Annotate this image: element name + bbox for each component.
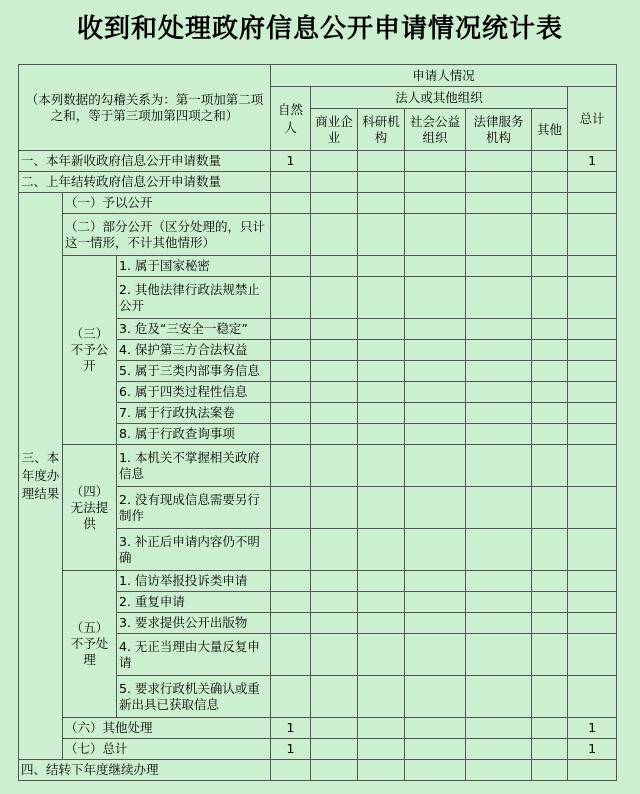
empty-cell	[311, 592, 358, 613]
empty-cell	[358, 676, 405, 718]
empty-cell	[358, 739, 405, 760]
empty-cell	[311, 172, 358, 193]
empty-cell	[466, 403, 532, 424]
empty-cell	[271, 445, 311, 487]
empty-cell	[358, 172, 405, 193]
empty-cell	[405, 529, 466, 571]
empty-cell	[405, 382, 466, 403]
empty-cell	[532, 571, 568, 592]
header-applicant: 申请人情况	[271, 65, 617, 87]
empty-cell	[405, 718, 466, 739]
empty-cell	[311, 193, 358, 214]
empty-cell	[271, 760, 311, 781]
empty-cell	[568, 487, 617, 529]
empty-cell	[405, 214, 466, 256]
empty-cell	[311, 613, 358, 634]
empty-cell	[568, 256, 617, 277]
empty-cell	[466, 445, 532, 487]
empty-cell	[405, 256, 466, 277]
empty-cell	[568, 571, 617, 592]
empty-cell	[271, 634, 311, 676]
empty-cell	[568, 277, 617, 319]
empty-cell	[358, 634, 405, 676]
empty-cell	[532, 760, 568, 781]
empty-cell	[532, 592, 568, 613]
empty-cell	[405, 613, 466, 634]
empty-cell	[532, 403, 568, 424]
empty-cell	[358, 340, 405, 361]
row-label: 一、本年新收政府信息公开申请数量	[19, 151, 271, 172]
empty-cell	[532, 151, 568, 172]
empty-cell	[311, 424, 358, 445]
row-label: 二、上年结转政府信息公开申请数量	[19, 172, 271, 193]
empty-cell	[405, 739, 466, 760]
empty-cell	[311, 571, 358, 592]
empty-cell	[271, 193, 311, 214]
empty-cell	[568, 529, 617, 571]
group-label: （四）无法提供	[63, 445, 117, 571]
empty-cell	[532, 718, 568, 739]
empty-cell	[466, 613, 532, 634]
empty-cell	[311, 676, 358, 718]
empty-cell	[311, 151, 358, 172]
empty-cell	[568, 193, 617, 214]
header-natural-person: 自然人	[271, 87, 311, 151]
empty-cell	[358, 151, 405, 172]
item-label: 4. 保护第三方合法权益	[117, 340, 271, 361]
empty-cell	[311, 760, 358, 781]
empty-cell	[311, 361, 358, 382]
item-label: 2. 其他法律行政法规禁止公开	[117, 277, 271, 319]
empty-cell	[271, 424, 311, 445]
empty-cell	[466, 361, 532, 382]
empty-cell	[532, 172, 568, 193]
empty-cell	[271, 256, 311, 277]
empty-cell	[405, 760, 466, 781]
header-research: 科研机构	[358, 109, 405, 151]
empty-cell	[532, 613, 568, 634]
empty-cell	[405, 319, 466, 340]
empty-cell	[405, 340, 466, 361]
empty-cell	[568, 214, 617, 256]
empty-cell	[358, 382, 405, 403]
group-label: （一）予以公开	[63, 193, 271, 214]
empty-cell	[358, 529, 405, 571]
empty-cell	[466, 340, 532, 361]
empty-cell	[358, 277, 405, 319]
empty-cell	[358, 718, 405, 739]
cell-total: 1	[568, 739, 617, 760]
empty-cell	[466, 634, 532, 676]
empty-cell	[311, 340, 358, 361]
empty-cell	[271, 340, 311, 361]
empty-cell	[358, 403, 405, 424]
item-label: 3. 危及“三安全一稳定”	[117, 319, 271, 340]
empty-cell	[311, 445, 358, 487]
empty-cell	[405, 571, 466, 592]
cell-total: 1	[568, 151, 617, 172]
empty-cell	[358, 445, 405, 487]
empty-cell	[311, 319, 358, 340]
section-label: 三、本年度办理结果	[19, 193, 63, 760]
group-label: （五）不予处理	[63, 571, 117, 718]
empty-cell	[466, 571, 532, 592]
empty-cell	[405, 424, 466, 445]
empty-cell	[532, 634, 568, 676]
empty-cell	[271, 529, 311, 571]
header-social: 社会公益组织	[405, 109, 466, 151]
header-business: 商业企业	[311, 109, 358, 151]
empty-cell	[405, 193, 466, 214]
empty-cell	[466, 382, 532, 403]
empty-cell	[532, 445, 568, 487]
empty-cell	[311, 739, 358, 760]
empty-cell	[405, 151, 466, 172]
empty-cell	[358, 592, 405, 613]
empty-cell	[358, 571, 405, 592]
empty-cell	[466, 319, 532, 340]
empty-cell	[568, 319, 617, 340]
empty-cell	[532, 340, 568, 361]
empty-cell	[358, 613, 405, 634]
empty-cell	[568, 403, 617, 424]
empty-cell	[532, 361, 568, 382]
header-other: 其他	[532, 109, 568, 151]
empty-cell	[405, 592, 466, 613]
empty-cell	[466, 676, 532, 718]
empty-cell	[311, 277, 358, 319]
empty-cell	[405, 445, 466, 487]
empty-cell	[466, 151, 532, 172]
empty-cell	[568, 592, 617, 613]
empty-cell	[466, 739, 532, 760]
empty-cell	[466, 277, 532, 319]
cell-natural: 1	[271, 151, 311, 172]
item-label: 1. 属于国家秘密	[117, 256, 271, 277]
empty-cell	[568, 634, 617, 676]
group-label: （七）总计	[63, 739, 271, 760]
empty-cell	[405, 487, 466, 529]
empty-cell	[311, 403, 358, 424]
empty-cell	[405, 361, 466, 382]
empty-cell	[466, 718, 532, 739]
empty-cell	[568, 340, 617, 361]
empty-cell	[358, 256, 405, 277]
empty-cell	[532, 193, 568, 214]
item-label: 1. 本机关不掌握相关政府信息	[117, 445, 271, 487]
empty-cell	[311, 718, 358, 739]
empty-cell	[405, 634, 466, 676]
item-label: 4. 无正当理由大量反复申请	[117, 634, 271, 676]
item-label: 2. 没有现成信息需要另行制作	[117, 487, 271, 529]
empty-cell	[405, 172, 466, 193]
empty-cell	[271, 319, 311, 340]
empty-cell	[271, 403, 311, 424]
item-label: 8. 属于行政查询事项	[117, 424, 271, 445]
header-note: （本列数据的勾稽关系为：第一项加第二项之和，等于第三项加第四项之和）	[19, 65, 271, 151]
cell-total: 1	[568, 718, 617, 739]
empty-cell	[466, 424, 532, 445]
empty-cell	[466, 529, 532, 571]
cell-natural: 1	[271, 718, 311, 739]
empty-cell	[405, 403, 466, 424]
empty-cell	[532, 319, 568, 340]
empty-cell	[358, 214, 405, 256]
group-label: （六）其他处理	[63, 718, 271, 739]
group-label: （三）不予公开	[63, 256, 117, 445]
empty-cell	[271, 487, 311, 529]
empty-cell	[568, 760, 617, 781]
empty-cell	[271, 214, 311, 256]
item-label: 3. 补正后申请内容仍不明确	[117, 529, 271, 571]
empty-cell	[271, 613, 311, 634]
empty-cell	[311, 256, 358, 277]
empty-cell	[532, 256, 568, 277]
empty-cell	[532, 487, 568, 529]
empty-cell	[466, 193, 532, 214]
empty-cell	[466, 760, 532, 781]
empty-cell	[568, 445, 617, 487]
item-label: 6. 属于四类过程性信息	[117, 382, 271, 403]
header-legal-service: 法律服务机构	[466, 109, 532, 151]
header-legal-group: 法人或其他组织	[311, 87, 568, 109]
empty-cell	[271, 277, 311, 319]
empty-cell	[568, 361, 617, 382]
empty-cell	[271, 592, 311, 613]
empty-cell	[358, 361, 405, 382]
item-label: 7. 属于行政执法案卷	[117, 403, 271, 424]
group-label: （二）部分公开（区分处理的，只计这一情形，不计其他情形）	[63, 214, 271, 256]
empty-cell	[405, 676, 466, 718]
empty-cell	[311, 214, 358, 256]
empty-cell	[466, 214, 532, 256]
empty-cell	[311, 382, 358, 403]
empty-cell	[568, 172, 617, 193]
empty-cell	[311, 487, 358, 529]
empty-cell	[405, 277, 466, 319]
cell-natural: 1	[271, 739, 311, 760]
empty-cell	[466, 256, 532, 277]
empty-cell	[532, 676, 568, 718]
empty-cell	[271, 382, 311, 403]
empty-cell	[532, 529, 568, 571]
item-label: 5. 要求行政机关确认或重新出具已获取信息	[117, 676, 271, 718]
empty-cell	[532, 424, 568, 445]
item-label: 1. 信访举报投诉类申请	[117, 571, 271, 592]
item-label: 2. 重复申请	[117, 592, 271, 613]
empty-cell	[271, 571, 311, 592]
empty-cell	[466, 172, 532, 193]
empty-cell	[568, 424, 617, 445]
empty-cell	[358, 193, 405, 214]
empty-cell	[532, 214, 568, 256]
empty-cell	[358, 319, 405, 340]
empty-cell	[568, 613, 617, 634]
empty-cell	[271, 361, 311, 382]
empty-cell	[358, 760, 405, 781]
empty-cell	[311, 634, 358, 676]
empty-cell	[532, 277, 568, 319]
row-label: 四、结转下年度继续办理	[19, 760, 271, 781]
empty-cell	[311, 529, 358, 571]
item-label: 3. 要求提供公开出版物	[117, 613, 271, 634]
statistics-table	[18, 64, 617, 781]
header-total: 总计	[568, 87, 617, 151]
item-label: 5. 属于三类内部事务信息	[117, 361, 271, 382]
empty-cell	[358, 487, 405, 529]
empty-cell	[466, 592, 532, 613]
empty-cell	[532, 382, 568, 403]
empty-cell	[271, 172, 311, 193]
empty-cell	[271, 676, 311, 718]
empty-cell	[568, 676, 617, 718]
page-title: 收到和处理政府信息公开申请情况统计表	[76, 14, 563, 44]
empty-cell	[358, 424, 405, 445]
empty-cell	[568, 382, 617, 403]
empty-cell	[532, 739, 568, 760]
empty-cell	[466, 487, 532, 529]
